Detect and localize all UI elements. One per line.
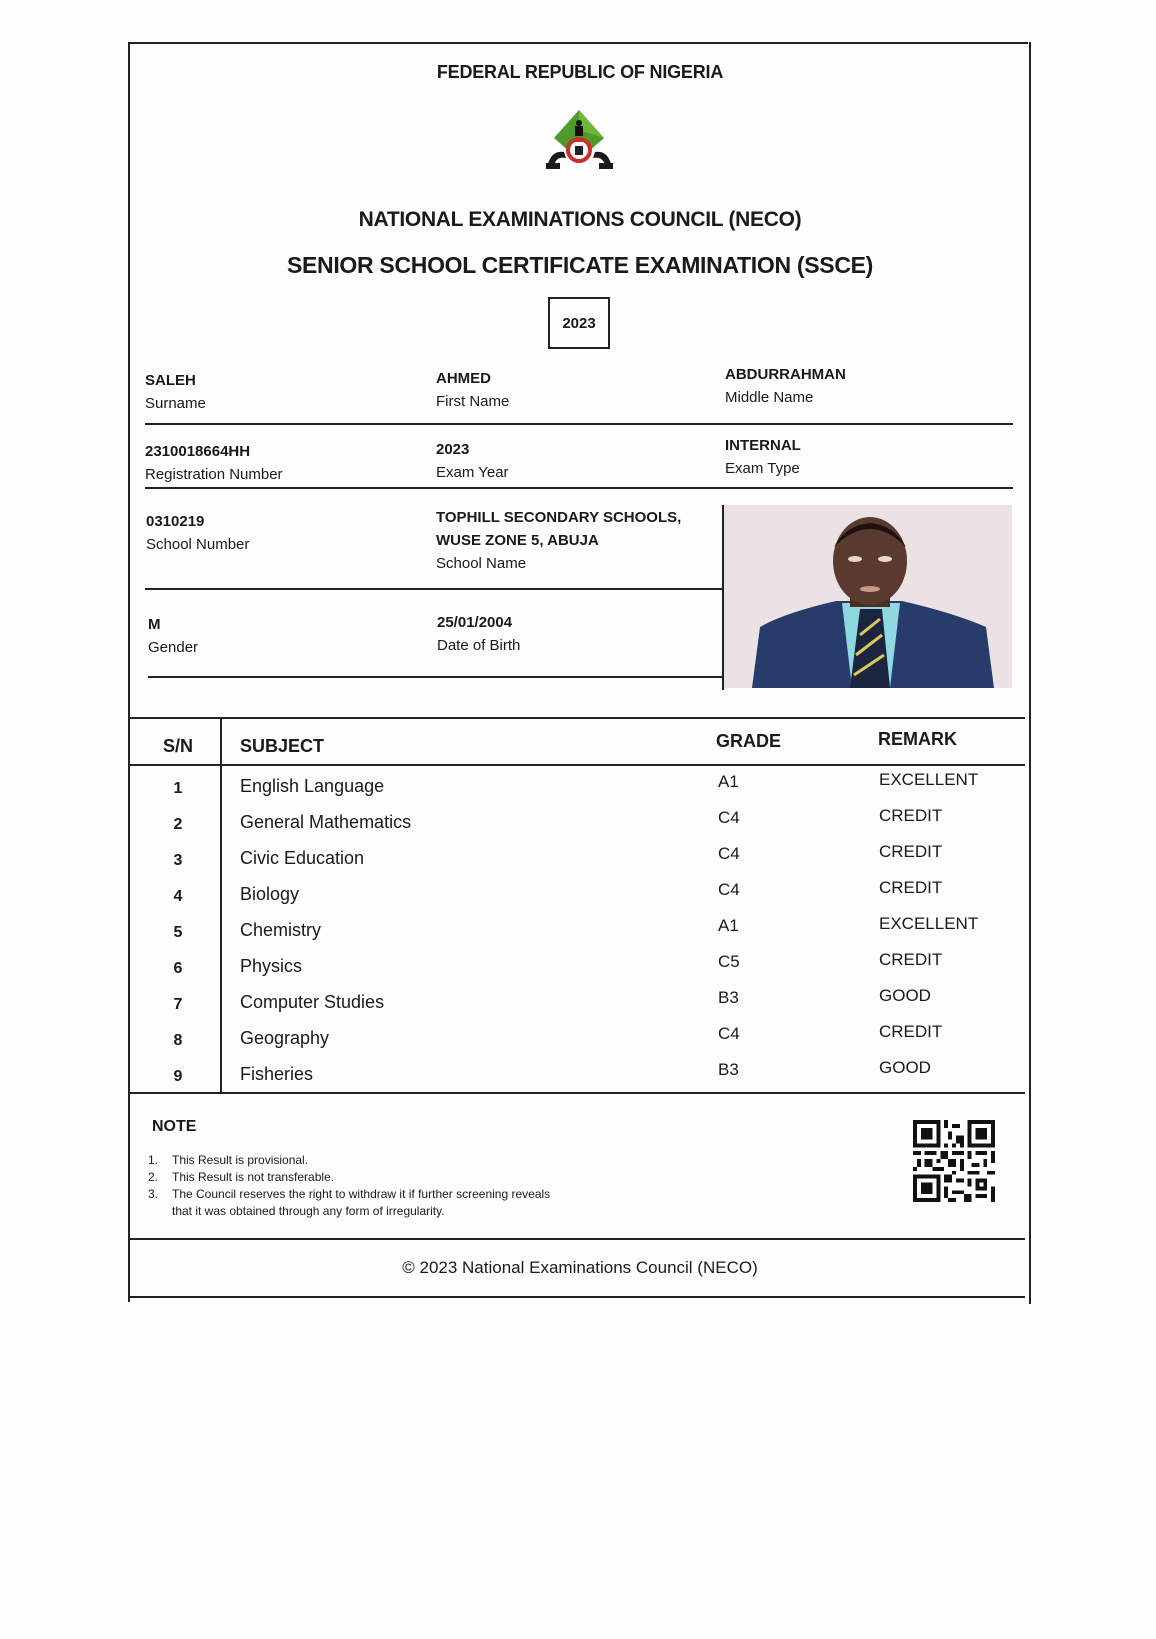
row-subject: Chemistry bbox=[240, 920, 322, 940]
row-remark: CREDIT bbox=[879, 842, 943, 861]
qr-code-icon bbox=[913, 1120, 995, 1202]
surname-field bbox=[145, 372, 206, 412]
row-sn: 9 bbox=[173, 1068, 183, 1085]
footer-top-border bbox=[130, 1238, 1025, 1240]
gender-label: Gender bbox=[148, 639, 199, 656]
note-item bbox=[148, 1186, 668, 1203]
row-grade: A1 bbox=[718, 916, 739, 935]
note-item bbox=[148, 1169, 668, 1186]
surname-value: SALEH bbox=[145, 372, 196, 389]
row-remark: CREDIT bbox=[879, 806, 943, 825]
row-sn: 2 bbox=[173, 816, 183, 833]
row-remark: GOOD bbox=[879, 986, 931, 1005]
row-sn: 5 bbox=[173, 924, 183, 941]
row-grade: C4 bbox=[718, 808, 740, 827]
middle-name-label: Middle Name bbox=[725, 389, 814, 406]
footer-bottom-border bbox=[130, 1296, 1025, 1298]
header-grade: GRADE bbox=[716, 731, 782, 751]
header-sn: S/N bbox=[162, 736, 193, 756]
row-grade: C4 bbox=[718, 880, 740, 899]
row-subject: Civic Education bbox=[240, 848, 365, 868]
date-of-birth-label: Date of Birth bbox=[437, 637, 521, 654]
note-text: This Result is not transferable. bbox=[172, 1170, 335, 1184]
date-of-birth-value: 25/01/2004 bbox=[437, 614, 513, 631]
table-header-border bbox=[130, 764, 1025, 766]
row-remark: GOOD bbox=[879, 1058, 931, 1077]
note-list bbox=[148, 1152, 668, 1220]
header-remark: REMARK bbox=[878, 729, 957, 749]
row-subject: Physics bbox=[240, 956, 303, 976]
row-remark: CREDIT bbox=[879, 1022, 943, 1041]
date-of-birth-field bbox=[437, 614, 520, 654]
exam-year-field bbox=[436, 441, 509, 481]
note-text: This Result is provisional. bbox=[172, 1153, 309, 1167]
registration-number-value: 2310018664HH bbox=[145, 443, 251, 460]
exam-year-value: 2023 bbox=[436, 441, 470, 458]
table-top-border bbox=[130, 717, 1025, 719]
middle-name-field bbox=[725, 366, 846, 406]
row-remark: CREDIT bbox=[879, 878, 943, 897]
first-name-value: AHMED bbox=[436, 370, 491, 387]
row-grade: B3 bbox=[718, 988, 739, 1007]
registration-number-field bbox=[145, 443, 283, 483]
divider bbox=[145, 487, 1013, 489]
school-name-field bbox=[436, 509, 681, 572]
row-sn: 6 bbox=[173, 960, 183, 977]
first-name-label: First Name bbox=[436, 393, 510, 410]
row-subject: Computer Studies bbox=[240, 992, 385, 1012]
row-remark: EXCELLENT bbox=[879, 770, 979, 789]
row-grade: C5 bbox=[718, 952, 740, 971]
school-name-line2: WUSE ZONE 5, ABUJA bbox=[436, 532, 599, 549]
row-subject: English Language bbox=[240, 776, 385, 796]
exam-year-label: Exam Year bbox=[436, 464, 509, 481]
divider bbox=[145, 423, 1013, 425]
header-subject: SUBJECT bbox=[240, 736, 325, 756]
exam-title: SENIOR SCHOOL CERTIFICATE EXAMINATION (SSCE) bbox=[286, 252, 874, 278]
exam-type-value: INTERNAL bbox=[725, 437, 801, 454]
note-title: NOTE bbox=[152, 1118, 197, 1135]
row-sn: 7 bbox=[173, 996, 183, 1013]
sn-column-divider bbox=[220, 717, 222, 1094]
divider bbox=[145, 588, 723, 590]
copyright-text: © 2023 National Examinations Council (NECO) bbox=[402, 1258, 758, 1277]
note-item-continued: that it was obtained through any form of irregularity. bbox=[172, 1204, 445, 1218]
note-number: 3. bbox=[148, 1187, 159, 1201]
row-sn: 4 bbox=[173, 888, 183, 905]
row-grade: C4 bbox=[718, 1024, 740, 1043]
exam-type-field bbox=[725, 437, 801, 477]
row-subject: General Mathematics bbox=[240, 812, 412, 832]
gender-value: M bbox=[148, 616, 161, 633]
note-text: The Council reserves the right to withdraw it if further screening reveals bbox=[172, 1187, 551, 1201]
row-subject: Biology bbox=[240, 884, 300, 904]
row-subject: Fisheries bbox=[240, 1064, 314, 1084]
row-sn: 8 bbox=[173, 1032, 183, 1049]
note-number: 1. bbox=[148, 1153, 159, 1167]
row-grade: A1 bbox=[718, 772, 739, 791]
row-grade: B3 bbox=[718, 1060, 739, 1079]
school-number-field bbox=[146, 513, 249, 553]
school-number-label: School Number bbox=[146, 536, 250, 553]
divider bbox=[148, 676, 724, 678]
registration-number-label: Registration Number bbox=[145, 466, 283, 483]
school-number-value: 0310219 bbox=[146, 513, 205, 530]
row-remark: EXCELLENT bbox=[879, 914, 979, 933]
exam-type-label: Exam Type bbox=[725, 460, 800, 477]
row-subject: Geography bbox=[240, 1028, 330, 1048]
school-name-label: School Name bbox=[436, 555, 527, 572]
country-heading: FEDERAL REPUBLIC OF NIGERIA bbox=[436, 62, 724, 82]
year-badge: 2023 bbox=[548, 297, 610, 349]
note-number: 2. bbox=[148, 1170, 159, 1184]
council-heading: NATIONAL EXAMINATIONS COUNCIL (NECO) bbox=[358, 208, 802, 231]
row-grade: C4 bbox=[718, 844, 740, 863]
neco-logo-icon bbox=[542, 108, 617, 173]
row-sn: 3 bbox=[173, 852, 183, 869]
gender-field bbox=[148, 616, 198, 656]
row-sn: 1 bbox=[173, 780, 183, 797]
middle-name-value: ABDURRAHMAN bbox=[725, 366, 846, 383]
candidate-photo bbox=[724, 505, 1012, 688]
first-name-field bbox=[436, 370, 509, 410]
school-name-line1: TOPHILL SECONDARY SCHOOLS, bbox=[436, 509, 682, 526]
note-item bbox=[148, 1152, 668, 1169]
surname-label: Surname bbox=[145, 395, 206, 412]
table-bottom-border bbox=[130, 1092, 1025, 1094]
row-remark: CREDIT bbox=[879, 950, 943, 969]
